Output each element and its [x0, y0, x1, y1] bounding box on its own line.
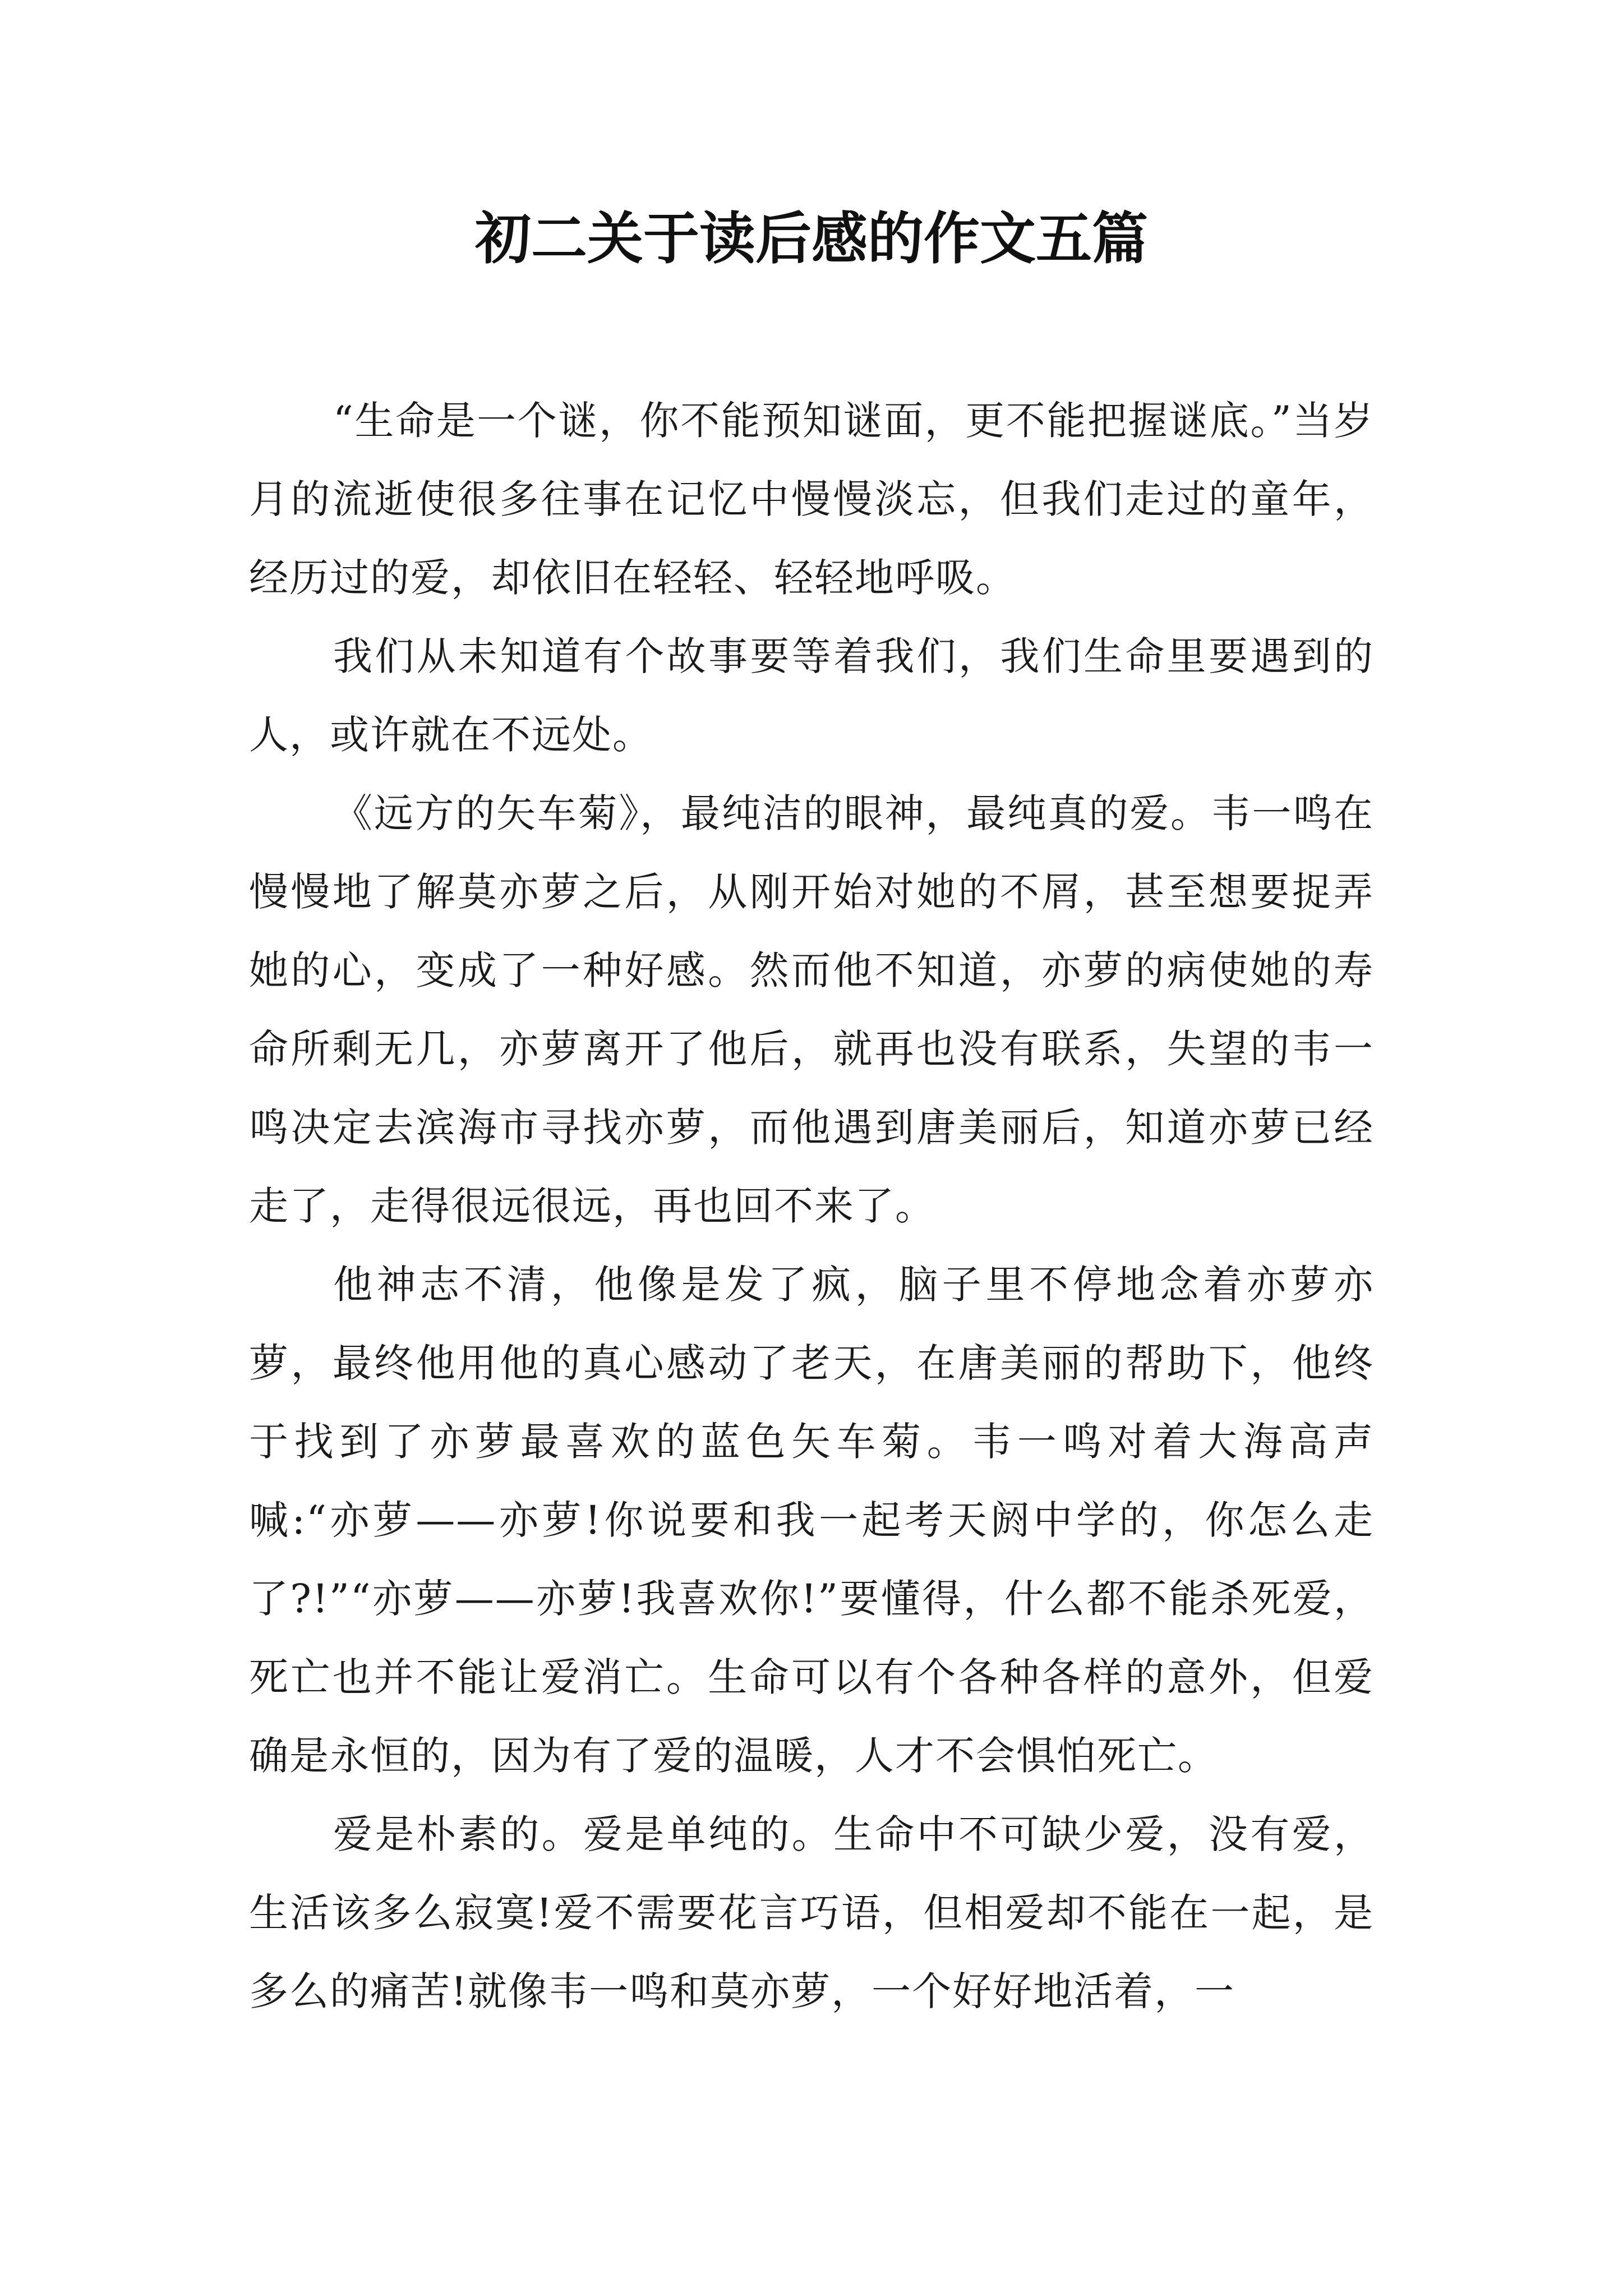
paragraph-1: “生命是一个谜，你不能预知谜面，更不能把握谜底。”当岁月的流逝使很多往事在记忆中慢慢淡忘，但我们走过的童年，经历过的爱，却依旧在轻轻、轻轻地呼吸。: [249, 398, 1374, 601]
paragraph-4: 他神志不清，他像是发了疯，脑子里不停地念着亦萝亦萝，最终他用他的真心感动了老天，在唐美丽的帮助下，他终于找到了亦萝最喜欢的蓝色矢车菊。韦一鸣对着大海高声喊:“亦萝——亦萝!你说要和我一起考天阏中学的，你怎么走了?!”“亦萝——亦萝!我喜欢你!”要懂得，什么都不能杀死爱，死亡也并不能让爱消亡。生命可以有个各种各样的意外，但爱确是永恒的，因为有了爱的温暖，人才不会惧怕死亡。: [249, 1262, 1374, 1779]
paragraph-3: 《远方的矢车菊》，最纯洁的眼神，最纯真的爱。韦一鸣在慢慢地了解莫亦萝之后，从刚开始对她的不屑，甚至想要捉弄她的心，变成了一种好感。然而他不知道，亦萝的病使她的寿命所剩无几，亦萝离开了他后，就再也没有联系，失望的韦一鸣决定去滨海市寻找亦萝，而他遇到唐美丽后，知道亦萝已经走了，走得很远很远，再也回不来了。: [249, 790, 1374, 1229]
paragraph-5: 爱是朴素的。爱是单纯的。生命中不可缺少爱，没有爱，生活该多么寂寞!爱不需要花言巧语，但相爱却不能在一起，是多么的痛苦!就像韦一鸣和莫亦萝，一个好好地活着，一: [249, 1811, 1374, 2014]
document-title: 初二关于读后感的作文五篇: [475, 205, 1148, 272]
document-body: [249, 381, 1374, 2031]
paragraph-2: 我们从未知道有个故事要等着我们，我们生命里要遇到的人，或许就在不远处。: [249, 633, 1374, 758]
